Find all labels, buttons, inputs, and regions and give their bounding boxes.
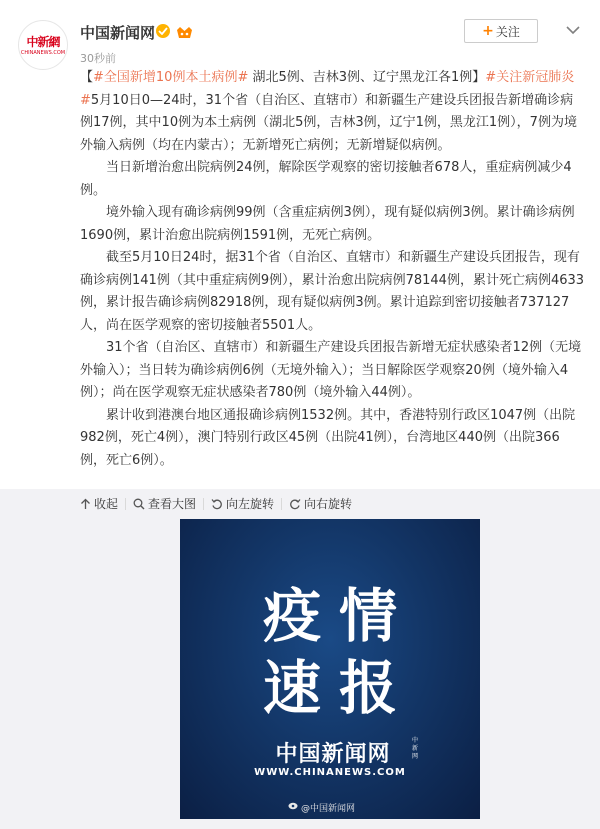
toolbar-divider: [281, 498, 282, 510]
image-title-line-1: 疫情: [262, 582, 415, 650]
post-time: 30秒前: [80, 52, 116, 65]
brand-side-text: 中新网: [412, 737, 419, 760]
author-name[interactable]: 中国新闻网: [80, 24, 156, 42]
post-paragraph-2: 当日新增治愈出院病例24例，解除医学观察的密切接触者678人，重症病例减少4例。: [80, 160, 572, 198]
paragraph-text: 5月10日0—24时，31个省（自治区、直辖市）和新疆生产建设兵团报告新增确诊病例17例，其中10例为本土病例（湖北5例，吉林3例，辽宁1例，黑龙江1例），7例为境外输入病例（均在内蒙古）；无新增死亡病例；无新增疑似病例。: [80, 92, 577, 153]
media-panel: [0, 489, 600, 829]
vip-icon[interactable]: [176, 24, 193, 37]
post-paragraph-1: [80, 67, 585, 157]
bracket-open: 【: [80, 70, 94, 85]
collapse-icon: [80, 498, 91, 510]
toolbar-divider: [203, 498, 204, 510]
follow-button[interactable]: [464, 19, 538, 43]
chevron-down-icon[interactable]: [566, 20, 580, 30]
rotate-right-icon: [289, 498, 301, 510]
rotate-right-label: 向右旋转: [304, 497, 353, 511]
image-title-line-2: 速报: [262, 654, 415, 722]
view-large-label: 查看大图: [148, 497, 197, 511]
brand-logo-text: 中国新闻网: [275, 741, 391, 767]
hashtag-link[interactable]: #全国新增10例本土病例#: [93, 70, 249, 85]
site-url: WWW.CHINANEWS.COM: [254, 767, 406, 778]
plus-icon: +: [482, 23, 494, 39]
weibo-eye-icon: [288, 802, 298, 813]
post-paragraph-6: 累计收到港澳台地区通报确诊病例1532例。其中，香港特别行政区1047例（出院982例，死亡4例），澳门特别行政区45例（出院41例），台湾地区440例（出院366例，死亡6例）。: [80, 407, 576, 468]
post-image[interactable]: [180, 519, 480, 819]
hashtag-link[interactable]: #关注新冠肺炎#: [80, 70, 575, 108]
watermark-text: @中国新闻网: [301, 804, 356, 814]
post-paragraph-3: 境外输入现有确诊病例99例（含重症病例3例），现有疑似病例3例。累计确诊病例1690例，累计治愈出院病例1591例，无死亡病例。: [80, 205, 575, 243]
post-paragraph-4: 截至5月10日24时，据31个省（自治区、直辖市）和新疆生产建设兵团报告，现有确诊病例141例（其中重症病例9例），累计治愈出院病例78144例，累计死亡病例4633例，累计报告确诊病例82918例，现有疑似病例3例。累计追踪到密切接触者737127人，尚在医学观察的密切接触者5501人。: [80, 250, 585, 333]
image-watermark: [288, 801, 355, 814]
post-header: [0, 0, 600, 70]
view-large-button[interactable]: [133, 495, 196, 512]
follow-label: 关注: [495, 24, 520, 39]
toolbar-divider: [125, 498, 126, 510]
rotate-left-icon: [211, 498, 223, 510]
collapse-button[interactable]: [80, 495, 118, 512]
avatar-logo-text: 中新網: [26, 34, 60, 49]
image-toolbar: [0, 489, 600, 518]
rotate-left-button[interactable]: [211, 495, 274, 512]
verified-icon: [156, 24, 170, 38]
collapse-label: 收起: [94, 497, 119, 511]
headline-text: 湖北5例、吉林3例、辽宁黑龙江各1例】: [248, 70, 486, 85]
avatar-logo-subtext: CHINANEWS.COM: [20, 49, 66, 56]
rotate-right-button[interactable]: [289, 495, 352, 512]
avatar[interactable]: [18, 20, 68, 70]
post-body: [80, 67, 585, 472]
rotate-left-label: 向左旋转: [226, 497, 275, 511]
post-paragraph-5: 31个省（自治区、直辖市）和新疆生产建设兵团报告新增无症状感染者12例（无境外输入）；当日转为确诊病例6例（无境外输入）；当日解除医学观察20例（境外输入4例）；尚在医学观察无症状感染者780例（境外输入44例）。: [80, 340, 582, 400]
search-icon: [133, 498, 145, 510]
